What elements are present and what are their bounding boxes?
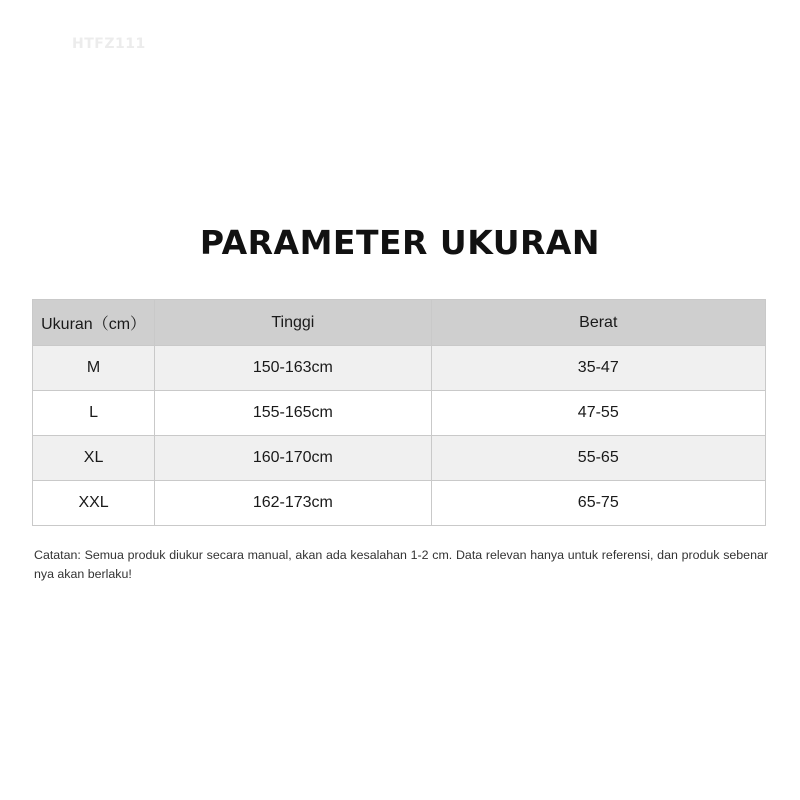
header-weight: Berat [431,300,765,346]
brand-watermark: HTFZ111 [72,36,146,52]
cell-weight: 65-75 [431,481,765,526]
cell-height: 150-163cm [155,346,431,391]
table-row [33,481,766,526]
cell-size: L [33,391,155,436]
cell-height: 162-173cm [155,481,431,526]
cell-height: 155-165cm [155,391,431,436]
measurement-note: Catatan: Semua produk diukur secara manual, akan ada kesalahan 1-2 cm. Data relevan hanya untuk referensi, dan produk sebenarnya akan berlaku! [34,548,768,581]
table-row [33,346,766,391]
cell-height: 160-170cm [155,436,431,481]
table-header-row [33,300,766,346]
header-size: Ukuran（cm） [33,300,155,346]
table-row [33,391,766,436]
header-height: Tinggi [155,300,431,346]
cell-weight: 55-65 [431,436,765,481]
cell-size: XL [33,436,155,481]
table-row [33,436,766,481]
cell-weight: 47-55 [431,391,765,436]
page-title: PARAMETER UKURAN [199,223,601,262]
cell-size: XXL [33,481,155,526]
cell-size: M [33,346,155,391]
cell-weight: 35-47 [431,346,765,391]
size-chart-table [32,299,766,526]
